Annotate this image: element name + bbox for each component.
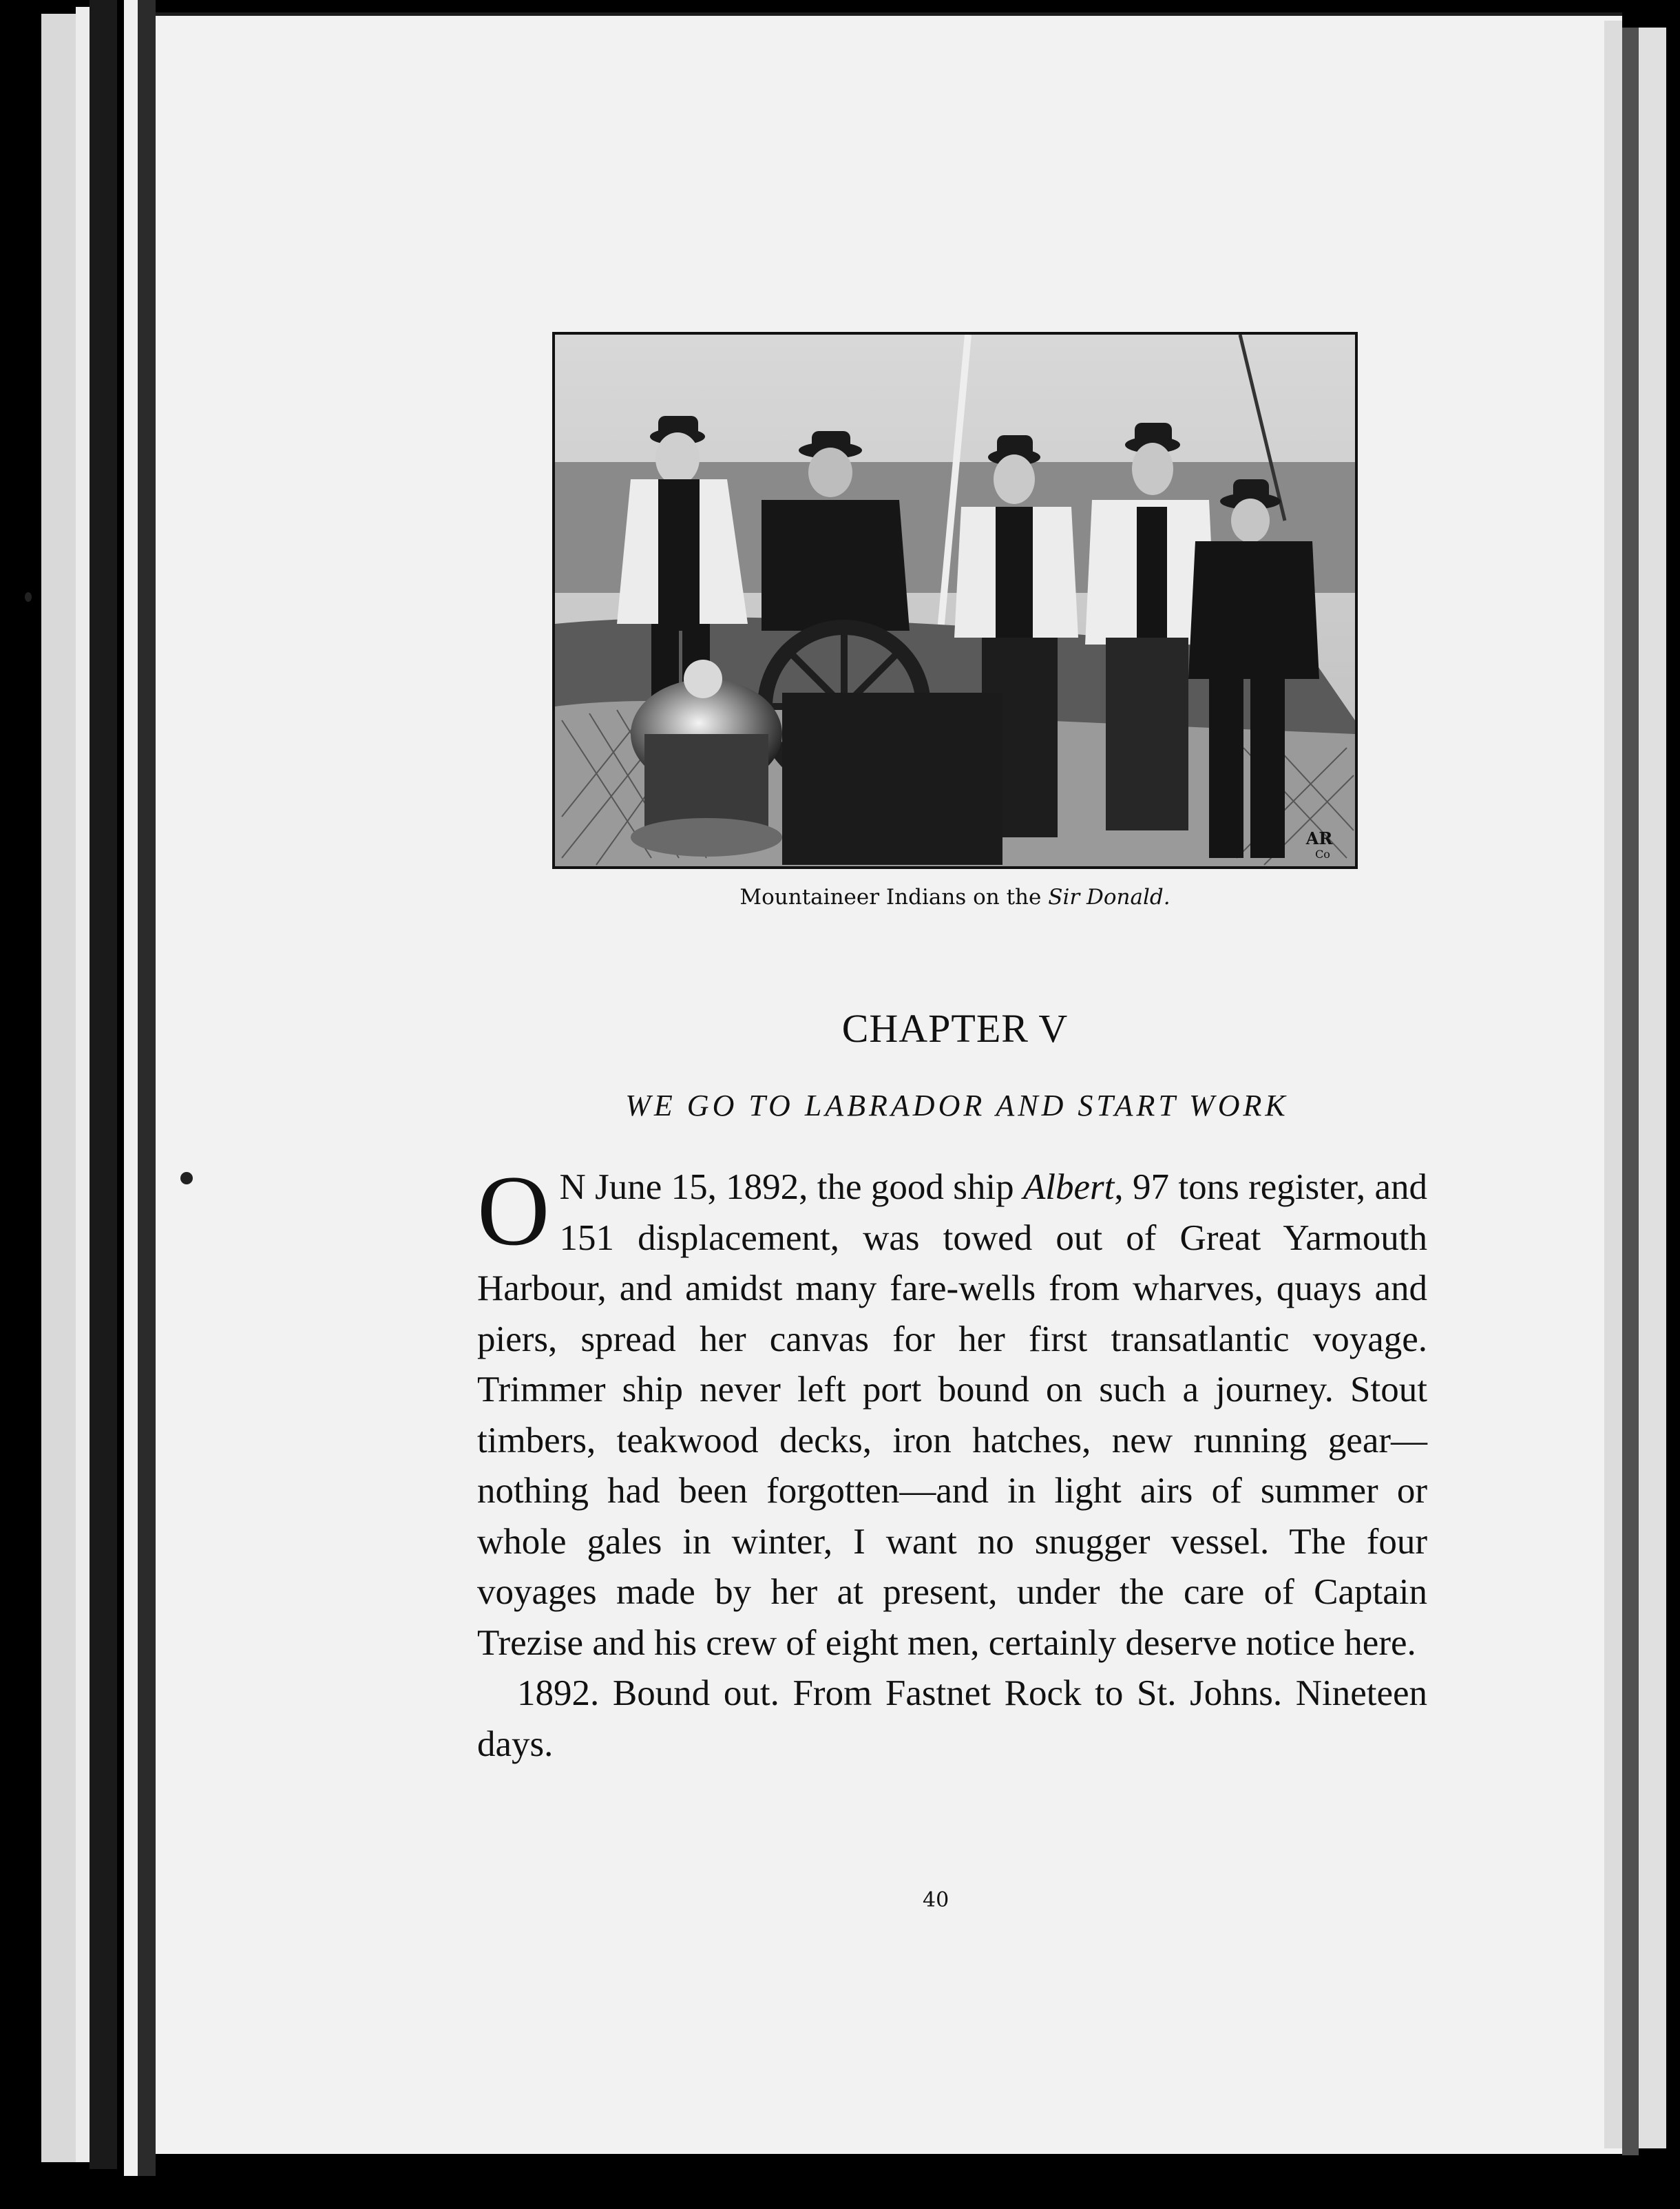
scan-speck — [25, 592, 32, 602]
chapter-heading: CHAPTER V — [841, 1006, 1069, 1051]
paragraph-text: , 97 tons register, and 151 displacement, was towed out of Great Yarmouth Harbour, and amidst many fare-wells from wharves, quays and piers, spread her canvas for her first transatlantic voyage. Trimmer ship never left port bound on such a journey. Stout timbers, teakwood decks, iron hatches, new running gear—nothing had been forgotten—and in light airs of summer or whole gales in winter, I want no snugger vessel. The four voyages made by her at present, under the care of Captain Trezise and his crew of eight men, certainly deserve notice here. — [477, 1167, 1428, 1663]
drop-cap: O — [477, 1155, 550, 1266]
binding-shadow — [138, 0, 156, 2176]
figure-caption — [552, 885, 1358, 910]
photo-illustration — [555, 335, 1355, 866]
page-number: 40 — [923, 1888, 949, 1912]
caption-text: Mountaineer Indians on the — [739, 885, 1049, 910]
paragraph-opening: N — [559, 1167, 586, 1207]
page-right-shadow — [1622, 28, 1639, 2155]
chapter-body — [477, 1155, 1428, 1770]
figure-photograph — [552, 332, 1358, 869]
engraver-monogram: AR — [1305, 828, 1333, 848]
chapter-title: WE GO TO LABRADOR AND START WORK — [625, 1089, 1289, 1122]
binding-shadow — [90, 0, 117, 2169]
body-paragraph — [477, 1155, 1428, 1668]
caption-ship-name: Sir Donald. — [1048, 885, 1170, 910]
page-right-edge — [1604, 21, 1622, 2148]
paragraph-text: June 15, 1892, the good ship — [585, 1167, 1023, 1207]
body-paragraph: 1892. Bound out. From Fastnet Rock to St. Johns. Nineteen days. — [477, 1673, 1427, 1764]
page-right-edge — [1639, 28, 1666, 2148]
scan-speck — [180, 1172, 193, 1184]
svg-text:Co: Co — [1315, 848, 1330, 861]
ship-name: Albert — [1022, 1167, 1115, 1207]
